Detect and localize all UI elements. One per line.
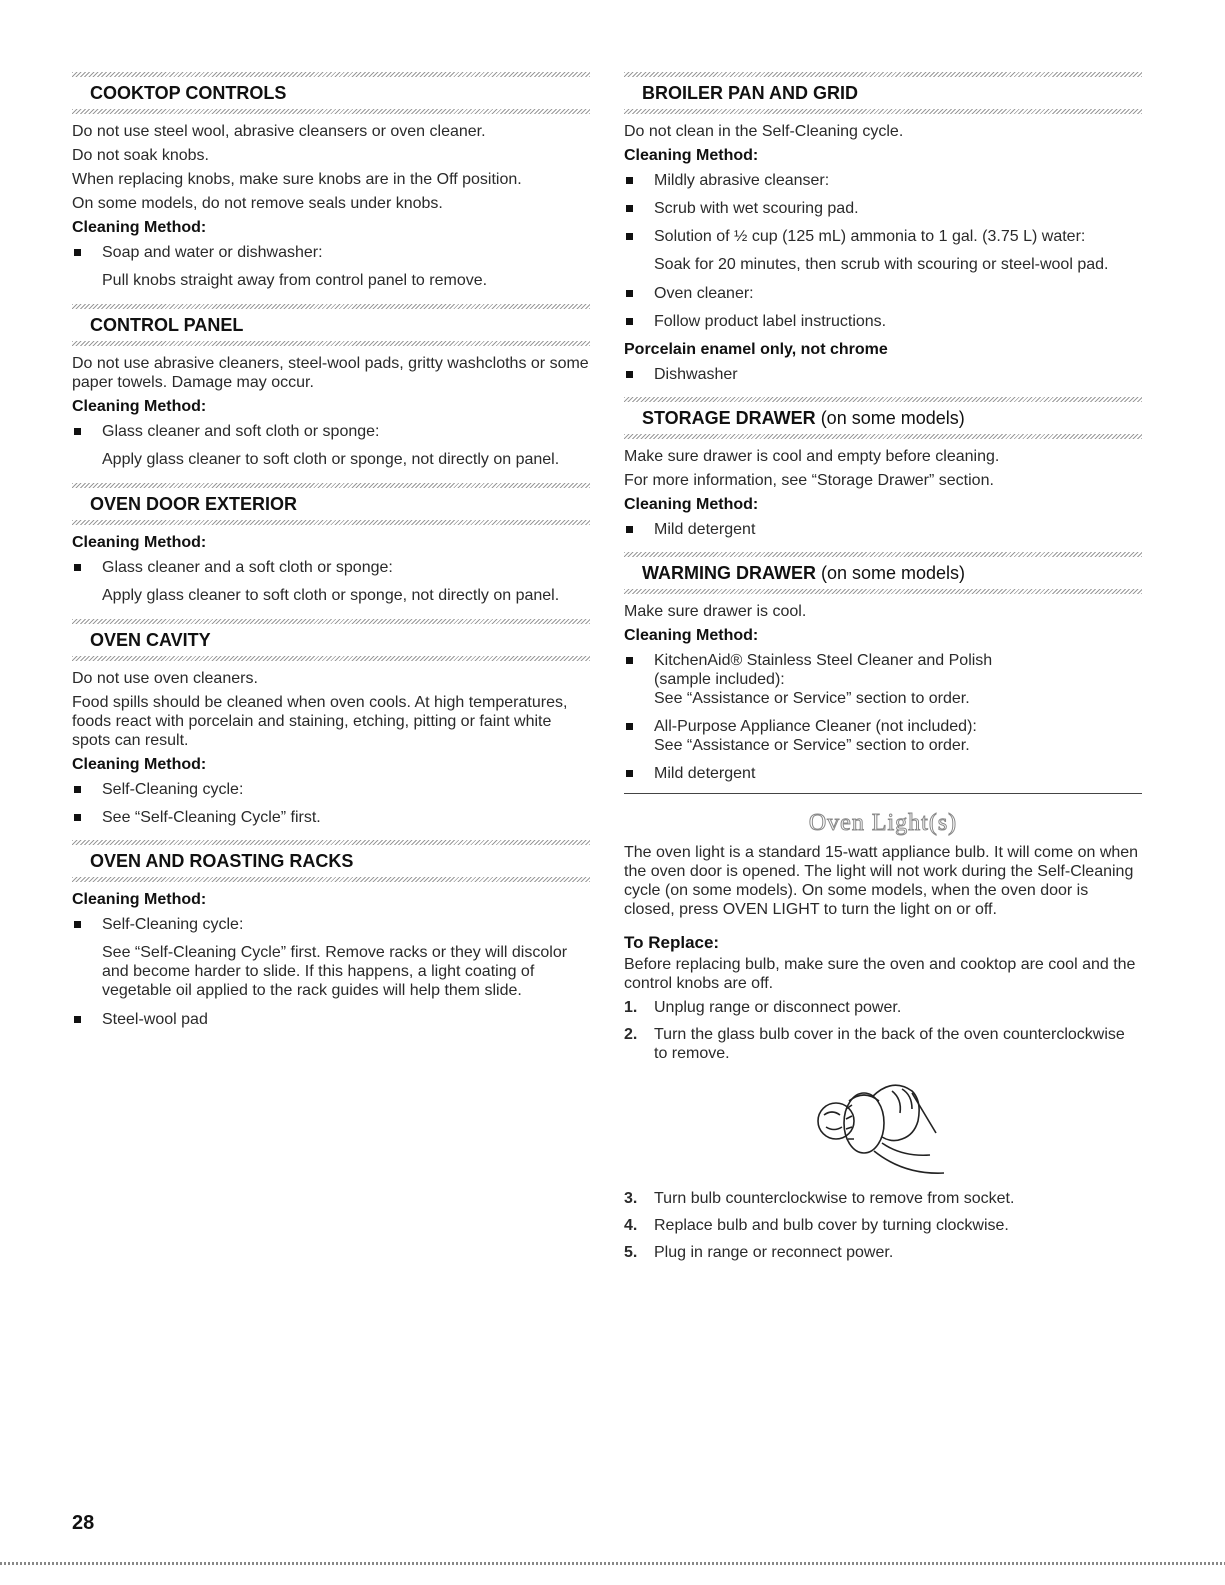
section-title: COOKTOP CONTROLS (90, 83, 287, 103)
step-text: Plug in range or reconnect power. (654, 1244, 894, 1261)
list-item: Mild detergent (624, 520, 1142, 539)
oven-door-exterior-section (72, 479, 590, 605)
warming-drawer-section (624, 548, 1142, 783)
to-replace-heading: To Replace: (624, 933, 720, 952)
cleaning-method-label: Cleaning Method: (72, 891, 207, 908)
list-item: Dishwasher (624, 365, 1142, 384)
step-text: Replace bulb and bulb cover by turning clockwise. (654, 1217, 1009, 1234)
sub-paragraph: See “Self-Cleaning Cycle” first. Remove racks or they will discolor and become harder to slide. If this happens, a light coating of vegetable oil applied to the rack guides will help them slide. (102, 944, 568, 999)
step-item (624, 1025, 1142, 1063)
list-item: Scrub with wet scouring pad. (624, 199, 1142, 218)
left-column (72, 68, 590, 1038)
section-title-suffix: (on some models) (815, 408, 965, 428)
step-number: 4. (624, 1217, 638, 1234)
list-item-line: See “Assistance or Service” section to order. (654, 690, 970, 707)
list-item: Solution of ½ cup (125 mL) ammonia to 1 gal. (3.75 L) water: (624, 227, 1142, 246)
bullet-list (624, 284, 1142, 331)
section-header (624, 393, 1142, 439)
oven-cavity-section (72, 615, 590, 827)
list-item-line: KitchenAid® Stainless Steel Cleaner and Polish (654, 652, 993, 669)
step-item (624, 1243, 1142, 1262)
paragraph: Food spills should be cleaned when oven cools. At high temperatures, foods react with porcelain and staining, etching, pitting or faint white spots can result. (72, 694, 568, 749)
bullet-list (72, 780, 590, 827)
paragraph: Do not use steel wool, abrasive cleansers or oven cleaner. (72, 123, 486, 140)
cleaning-method-label: Cleaning Method: (72, 534, 207, 551)
step-item (624, 1189, 1142, 1208)
storage-drawer-section (624, 393, 1142, 539)
steps-list-a (624, 998, 1142, 1063)
section-title: OVEN AND ROASTING RACKS (90, 851, 354, 871)
step-number: 3. (624, 1190, 638, 1207)
paragraph: When replacing knobs, make sure knobs are in the Off position. (72, 171, 522, 188)
section-header (72, 300, 590, 346)
step-number: 1. (624, 999, 638, 1016)
paragraph: Do not clean in the Self-Cleaning cycle. (624, 123, 904, 140)
bullet-list (72, 915, 590, 934)
section-title: OVEN DOOR EXTERIOR (90, 494, 298, 514)
step-item (624, 998, 1142, 1017)
step-item (624, 1216, 1142, 1235)
cleaning-method-label: Cleaning Method: (72, 398, 207, 415)
right-column (624, 68, 1142, 1270)
section-header (72, 836, 590, 882)
section-title-suffix: (on some models) (816, 563, 966, 583)
section-header (72, 615, 590, 661)
steps-list-b (624, 1189, 1142, 1262)
list-item (624, 651, 1142, 708)
step-number: 2. (624, 1026, 638, 1043)
list-item: Self-Cleaning cycle: (72, 915, 590, 934)
list-item-line: See “Assistance or Service” section to order. (654, 737, 970, 754)
step-number: 5. (624, 1244, 638, 1261)
bullet-list (624, 520, 1142, 539)
bullet-list (624, 651, 1142, 783)
list-item-line: All-Purpose Appliance Cleaner (not included): (654, 718, 977, 735)
list-item: Glass cleaner and soft cloth or sponge: (72, 422, 590, 441)
section-title (624, 562, 1142, 584)
oven-racks-section (72, 836, 590, 1029)
list-item-line: (sample included): (654, 671, 785, 688)
list-item: Oven cleaner: (624, 284, 1142, 303)
broiler-pan-section (624, 68, 1142, 384)
cleaning-method-label: Cleaning Method: (624, 627, 759, 644)
cooktop-controls-section (72, 68, 590, 290)
list-item: See “Self-Cleaning Cycle” first. (72, 808, 590, 827)
paragraph: Do not soak knobs. (72, 147, 209, 164)
list-item: Mildly abrasive cleanser: (624, 171, 1142, 190)
cleaning-method-label: Cleaning Method: (72, 219, 207, 236)
bullet-list (624, 171, 1142, 246)
cleaning-method-label: Cleaning Method: (624, 147, 759, 164)
section-title-main: STORAGE DRAWER (642, 408, 816, 428)
paragraph: Do not use abrasive cleaners, steel-wool pads, gritty washcloths or some paper towels. Damage may occur. (72, 355, 589, 391)
bullet-list (72, 1010, 590, 1029)
section-header (72, 68, 590, 114)
paragraph: Make sure drawer is cool and empty before cleaning. (624, 448, 1000, 465)
paragraph: For more information, see “Storage Drawer” section. (624, 472, 994, 489)
oven-lights-section (624, 810, 1142, 1262)
sub-paragraph: Apply glass cleaner to soft cloth or sponge, not directly on panel. (102, 587, 560, 604)
paragraph: Before replacing bulb, make sure the oven and cooktop are cool and the control knobs are off. (624, 956, 1136, 992)
list-item (624, 717, 1142, 755)
list-item: Mild detergent (624, 764, 1142, 783)
step-text: Turn the glass bulb cover in the back of the oven counterclockwise to remove. (654, 1026, 1125, 1062)
bullet-list (624, 365, 1142, 384)
section-header (72, 479, 590, 525)
page-number: 28 (72, 1512, 95, 1534)
cleaning-method-label: Cleaning Method: (624, 496, 759, 513)
bullet-list (72, 558, 590, 577)
cleaning-method-label: Cleaning Method: (72, 756, 207, 773)
control-panel-section (72, 300, 590, 469)
porcelain-label: Porcelain enamel only, not chrome (624, 341, 888, 358)
bulb-cover-illustration (794, 1071, 974, 1181)
list-item: Follow product label instructions. (624, 312, 1142, 331)
bullet-list (72, 243, 590, 262)
section-divider (624, 793, 1142, 794)
section-title-main: WARMING DRAWER (642, 563, 816, 583)
paragraph: Make sure drawer is cool. (624, 603, 807, 620)
step-text: Turn bulb counterclockwise to remove from socket. (654, 1190, 1015, 1207)
step-text: Unplug range or disconnect power. (654, 999, 902, 1016)
paragraph: The oven light is a standard 15-watt appliance bulb. It will come on when the oven door is opened. The light will not work during the Self-Cleaning cycle (on some models). On some models, when the oven door is closed, press OVEN LIGHT to turn the light on or off. (624, 844, 1139, 918)
paragraph: Do not use oven cleaners. (72, 670, 258, 687)
sub-paragraph: Soak for 20 minutes, then scrub with scouring or steel-wool pad. (654, 256, 1109, 273)
sub-paragraph: Apply glass cleaner to soft cloth or sponge, not directly on panel. (102, 451, 560, 468)
list-item: Steel-wool pad (72, 1010, 590, 1029)
section-title: CONTROL PANEL (90, 315, 244, 335)
section-title: BROILER PAN AND GRID (642, 83, 858, 103)
list-item: Glass cleaner and a soft cloth or sponge: (72, 558, 590, 577)
section-title: OVEN CAVITY (90, 630, 211, 650)
list-item: Self-Cleaning cycle: (72, 780, 590, 799)
lights-title: Oven Light(s) (808, 810, 958, 836)
sub-paragraph: Pull knobs straight away from control panel to remove. (102, 272, 488, 289)
list-item: Soap and water or dishwasher: (72, 243, 590, 262)
section-title (624, 407, 1142, 429)
paragraph: On some models, do not remove seals under knobs. (72, 195, 443, 212)
section-header (624, 548, 1142, 594)
section-header (624, 68, 1142, 114)
page-bottom-rule (0, 1562, 1225, 1565)
bullet-list (72, 422, 590, 441)
